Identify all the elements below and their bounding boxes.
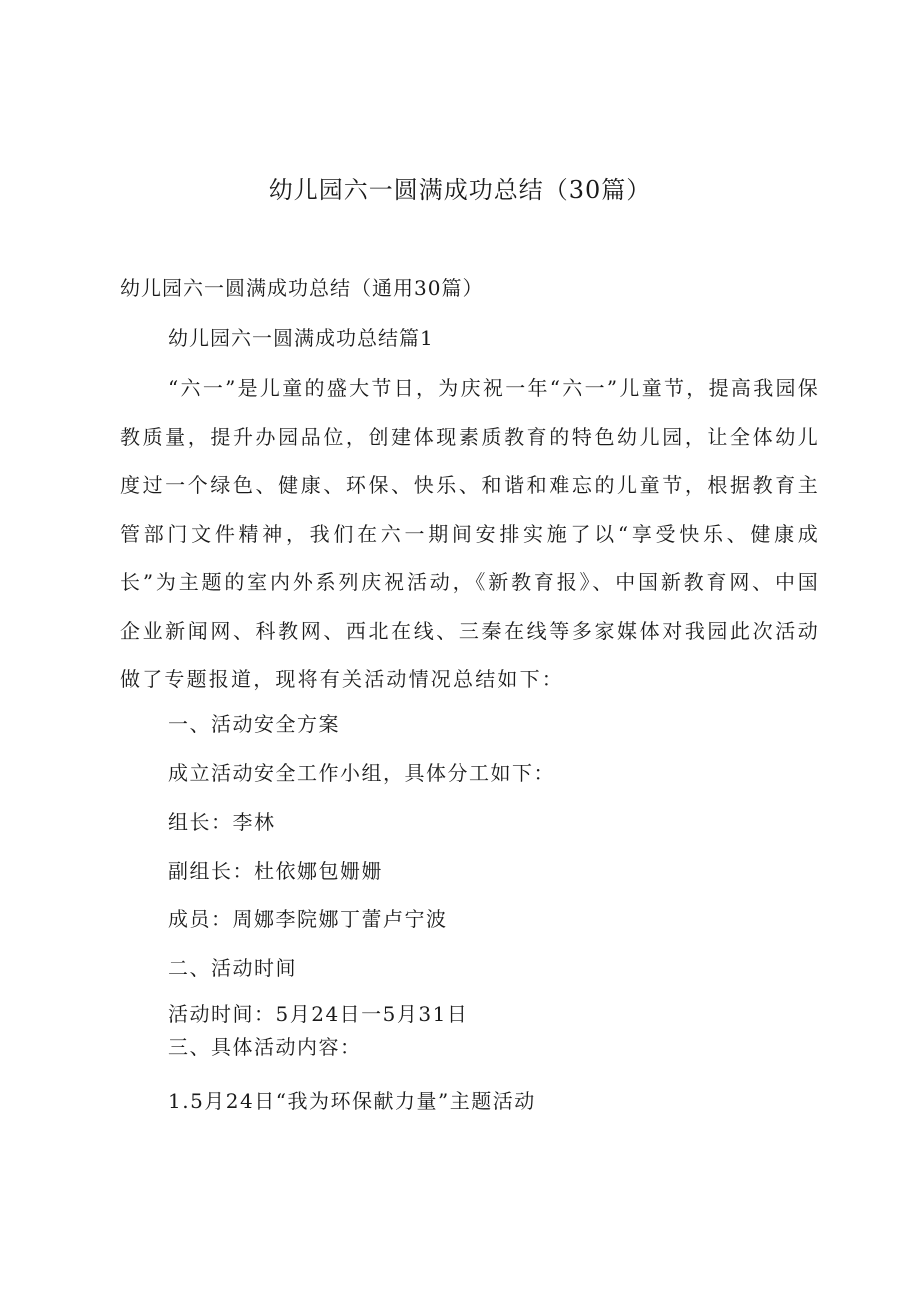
heading-activity-time: 二、活动时间 [168, 956, 297, 980]
document-title: 幼儿园六一圆满成功总结（30篇） [268, 176, 652, 204]
safety-group-line: 成立活动安全工作小组，具体分工如下： [168, 761, 555, 785]
heading-safety-plan: 一、活动安全方案 [168, 712, 340, 736]
activity-item-1: 1.5月24日“我为环保献力量”主题活动 [168, 1089, 536, 1113]
intro-paragraph: “六一”是儿童的盛大节日，为庆祝一年“六一”儿童节，提高我园保教质量，提升办园品位，创建体现素质教育的特色幼儿园，让全体幼儿度过一个绿色、健康、环保、快乐、和谐和难忘的儿童节，根据教育主管部门文件精神，我们在六一期间安排实施了以“享受快乐、健康成长”为主题的室内外系列庆祝活动，《新教育报》、中国新教育网、中国企业新闻网、科教网、西北在线、三秦在线等多家媒体对我园此次活动做了专题报道，现将有关活动情况总结如下： [120, 376, 820, 691]
heading-activity-content: 三、具体活动内容： [168, 1035, 362, 1059]
activity-time-line: 活动时间：5月24日一5月31日 [168, 1002, 469, 1026]
document-subtitle: 幼儿园六一圆满成功总结（通用30篇） [120, 276, 484, 300]
deputy-leader-line: 副组长：杜依娜包姗姗 [168, 859, 383, 883]
members-line: 成员：周娜李院娜丁蕾卢宁波 [168, 907, 448, 931]
section-heading: 幼儿园六一圆满成功总结篇1 [168, 326, 434, 350]
group-leader-line: 组长：李林 [168, 810, 276, 834]
